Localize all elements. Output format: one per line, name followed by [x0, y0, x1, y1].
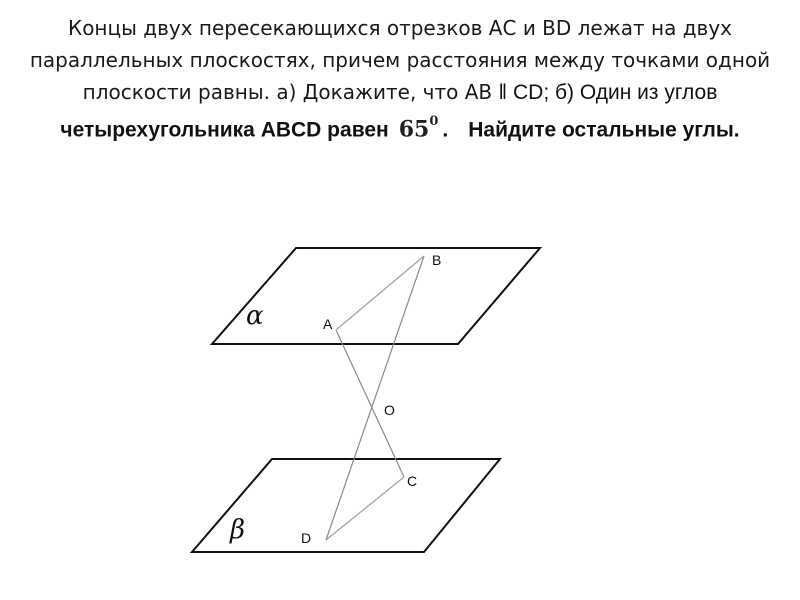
problem-line-4-part-a: четырехугольника ABCD равен [60, 118, 389, 142]
plane-beta-label: β [230, 515, 246, 545]
angle-degree: 0 [429, 114, 439, 129]
problem-line-1: Концы двух пересекающихся отрезков АС и BD лежат на двух [68, 16, 732, 40]
problem-line-3-part-b: ǁ CD; б) Один из углов [498, 81, 718, 104]
plane-alpha-label: α [246, 301, 264, 331]
point-b-label: B [432, 252, 442, 268]
problem-line-2: параллельных плоскостях, причем расстояния между точками одной [29, 48, 771, 72]
point-a-label: A [323, 316, 333, 332]
point-c-label: C [407, 473, 418, 489]
problem-line-4-dot: . [442, 118, 449, 142]
segment-bd [326, 256, 424, 540]
problem-line-4-part-c: Найдите остальные углы. [468, 118, 740, 142]
point-o-label: O [384, 402, 395, 418]
angle-number: 65 [398, 116, 430, 143]
point-d-label: D [301, 530, 312, 546]
problem-line-3-part-a: плоскости равны. а) Докажите, что АВ [82, 80, 499, 104]
segment-cd [326, 477, 404, 540]
